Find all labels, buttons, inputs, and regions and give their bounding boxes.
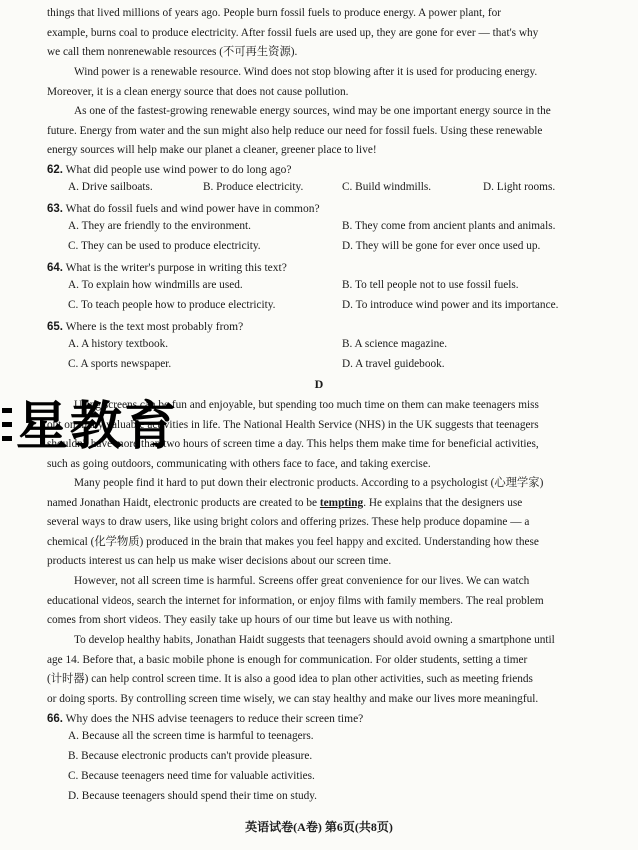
option-b[interactable]: B. Produce electricity.: [203, 181, 304, 193]
question-63: [47, 200, 613, 220]
text-line: several ways to draw users, like using bright colors and offering prizes. These help produce dopamine — a: [47, 516, 530, 529]
question-65: [47, 318, 613, 338]
text-line: However, not all screen time is harmful. Screens offer great convenience for our lives. We can watch: [74, 575, 530, 587]
question-number: 66.: [47, 713, 63, 725]
option-d[interactable]: D. To introduce wind power and its importance.: [342, 299, 559, 311]
text-line: [47, 494, 613, 514]
watermark-bars: [0, 408, 14, 456]
option-d[interactable]: D. They will be gone for ever once used up.: [342, 240, 541, 252]
page-footer: 英语试卷(A卷) 第6页(共8页): [245, 820, 393, 834]
text-line: comes from short videos. They easily take up hours of our time but leave us with nothing.: [47, 614, 453, 627]
option-c[interactable]: C. To teach people how to produce electricity.: [68, 299, 276, 311]
text-line: Many people find it hard to put down their electronic products. According to a psychologist (心理学家): [74, 477, 544, 489]
option-c[interactable]: C. Because teenagers need time for valuable activities.: [68, 770, 315, 782]
option-b[interactable]: B. Because electronic products can't provide pleasure.: [68, 750, 313, 762]
question-text: Why does the NHS advise teenagers to reduce their screen time?: [65, 713, 364, 725]
question-text: Where is the text most probably from?: [65, 321, 244, 333]
text-line: Using screens can be fun and enjoyable, but spending too much time on them can make teenagers miss: [74, 399, 539, 411]
question-text: What did people use wind power to do long ago?: [65, 164, 292, 176]
option-d[interactable]: D. Light rooms.: [483, 181, 556, 193]
passage-d-paragraph-3: [47, 572, 613, 631]
passage-d-paragraph-2: [47, 474, 613, 572]
option-d[interactable]: D. Because teenagers should spend their time on study.: [68, 790, 317, 802]
question-number: 65.: [47, 321, 63, 333]
text-line: such as going outdoors, communicating with others face to face, and taking exercise.: [47, 457, 431, 470]
question-text: What is the writer's purpose in writing this text?: [65, 262, 287, 274]
question-number: 64.: [47, 262, 63, 274]
option-a[interactable]: A. Because all the screen time is harmful to teenagers.: [68, 730, 314, 742]
question-number: 62.: [47, 164, 63, 176]
passage-c-paragraph-1: [47, 4, 613, 63]
passage-c-paragraph-3: [47, 102, 613, 161]
question-64: [47, 259, 613, 279]
option-b[interactable]: B. A science magazine.: [342, 338, 448, 350]
option-d[interactable]: D. A travel guidebook.: [342, 358, 445, 370]
option-a[interactable]: A. Drive sailboats.: [68, 181, 153, 193]
passage-d-paragraph-4: [47, 631, 613, 709]
text-line: energy sources will help make our planet a cleaner, greener place to live!: [47, 144, 377, 157]
watermark-logo: 星教育: [16, 397, 179, 457]
text-line: chemical (化学物质) produced in the brain that makes you feel happy and excited. Understanding how these: [47, 535, 539, 548]
option-a[interactable]: A. They are friendly to the environment.: [68, 220, 251, 232]
text-line: Wind power is a renewable resource. Wind does not stop blowing after it is used for producing energy.: [74, 66, 538, 78]
text-line: shouldn't have more than two hours of screen time a day. This helps them make time for beneficial activities,: [47, 438, 539, 451]
highlighted-word-tempting: tempting: [319, 496, 364, 509]
question-text: What do fossil fuels and wind power have in common?: [65, 203, 320, 215]
question-62: [47, 161, 613, 181]
text-line: products interest us can help us make wiser decisions about our screen time.: [47, 555, 392, 568]
text-line: example, burns coal to produce electricity. After fossil fuels are used up, they are gone for ever — that's why: [47, 26, 539, 39]
text-line: future. Energy from water and the sun might also help reduce our need for fossil fuels. Using these renewable: [47, 124, 543, 137]
text-line: Moreover, it is a clean energy source that does not cause pollution.: [47, 85, 349, 98]
text-line: (计时器) can help control screen time. It is also a good idea to plan other activities, such as meeting friends: [47, 673, 533, 686]
text-line: or doing sports. By controlling screen time wisely, we can stay healthy and make our lives more meaningful.: [47, 692, 539, 705]
text-line: As one of the fastest-growing renewable energy sources, wind may be one important energy source in the: [74, 105, 551, 117]
option-a[interactable]: A. To explain how windmills are used.: [68, 279, 243, 291]
text-line: we call them nonrenewable resources (不可再生资源).: [47, 46, 298, 59]
text-line: things that lived millions of years ago. People burn fossil fuels to produce energy. A power plant, for: [47, 7, 501, 19]
text-line: educational videos, search the internet for information, or enjoy films with family members. The real problem: [47, 594, 544, 607]
option-b[interactable]: B. To tell people not to use fossil fuels.: [342, 279, 519, 291]
text-line: out on many valuable activities in life. The National Health Service (NHS) in the UK suggests that teenagers: [47, 418, 539, 431]
option-c[interactable]: C. A sports newspaper.: [68, 358, 172, 370]
text-segment: . He explains that the designers use: [363, 496, 523, 509]
text-segment: named Jonathan Haidt, electronic products are created to be: [47, 496, 320, 509]
question-66: [47, 710, 613, 730]
option-c[interactable]: C. Build windmills.: [342, 181, 432, 193]
option-c[interactable]: C. They can be used to produce electricity.: [68, 240, 261, 252]
text-line: To develop healthy habits, Jonathan Haidt suggests that teenagers should avoid owning a smartphone until: [74, 634, 555, 646]
section-d-title: D: [314, 377, 324, 391]
passage-c-paragraph-2: [47, 63, 613, 102]
option-b[interactable]: B. They come from ancient plants and animals.: [342, 220, 556, 232]
option-a[interactable]: A. A history textbook.: [68, 338, 169, 350]
question-number: 63.: [47, 203, 63, 215]
text-line: age 14. Before that, a basic mobile phone is enough for communication. For older students, setting a timer: [47, 653, 528, 666]
